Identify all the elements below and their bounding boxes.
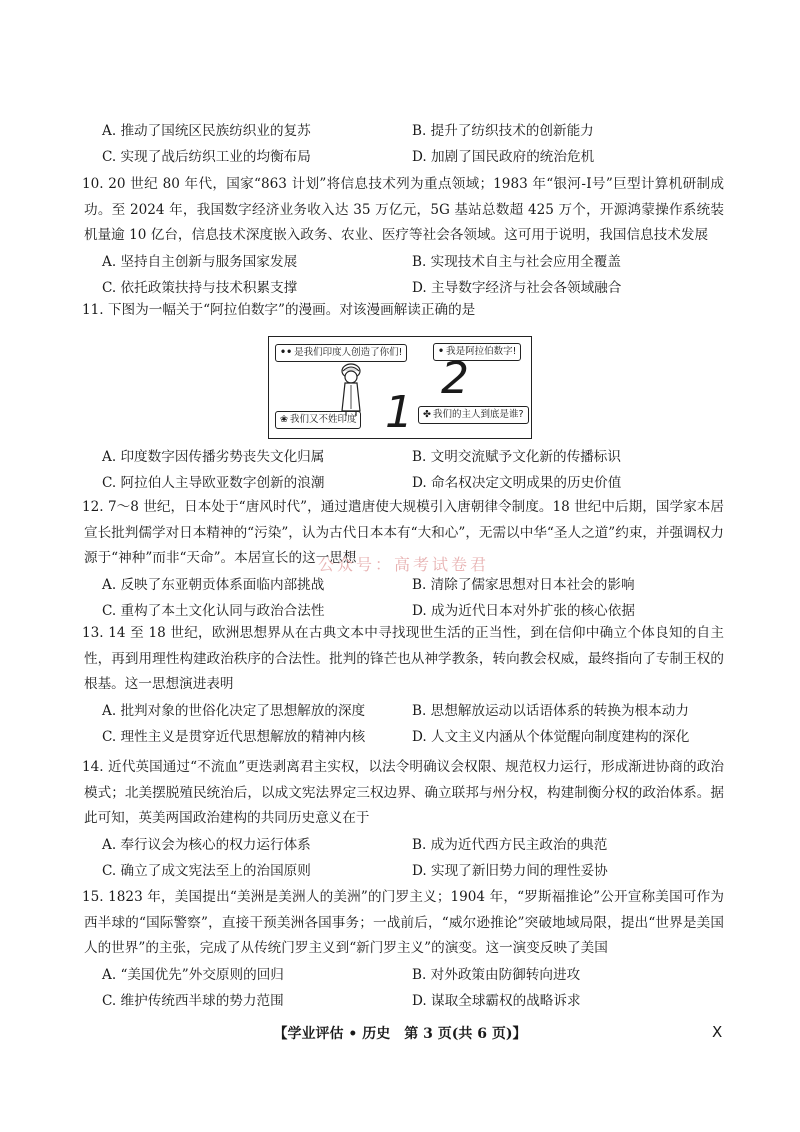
question-15	[84, 885, 724, 1013]
arabic-numerals-cartoon	[268, 336, 532, 439]
option-d: D. 实现了新旧势力间的理性妥协	[412, 862, 608, 879]
option-b: B. 实现技术自主与社会应用全覆盖	[412, 253, 621, 270]
options-grid	[84, 445, 724, 495]
question-11	[84, 298, 724, 324]
question-stem: 11. 下图为一幅关于“阿拉伯数字”的漫画。对该漫画解读正确的是	[82, 302, 476, 318]
question-stem: 14. 近代英国通过“不流血”更迭剥离君主实权，以法令明确议会权限、规范权力运行，形成渐进协商的政治模式；北美摆脱殖民统治后，以成文宪法界定三权边界、确立联邦与州分权，构建制衡分权的政治体系。据此可知，英美两国政治建构的共同历史意义在于	[82, 759, 724, 826]
option-c: C. 依托政策扶持与技术积累支撑	[102, 279, 298, 296]
speech-bubble-digits-2: ✤ 我们的主人到底是谁?	[418, 406, 529, 424]
question-10	[84, 172, 724, 300]
speaker-icon: ✤	[423, 409, 431, 420]
option-b: B. 对外政策由防御转向进攻	[412, 966, 581, 983]
option-c: C. 重构了本土文化认同与政治合法性	[102, 602, 325, 619]
option-b: B. 提升了纺织技术的创新能力	[412, 123, 594, 139]
option-a: A. “美国优先”外交原则的回归	[102, 966, 284, 983]
option-d: D. 主导数字经济与社会各领域融合	[412, 279, 622, 296]
option-c: C. 实现了战后纺织工业的均衡布局	[102, 149, 311, 165]
options-grid	[84, 573, 724, 623]
question-stem: 13. 14 至 18 世纪，欧洲思想界从在古典文本中寻找现世生活的正当性，到在信仰中确立个体良知的自主性，再到用理性构建政治秩序的合法性。批判的锋芒也从神学教条，转向教会权威，最终指向了专制王权的根基。这一思想演进表明	[82, 625, 724, 692]
option-a: A. 推动了国统区民族纺织业的复苏	[102, 123, 311, 139]
options-grid	[84, 250, 724, 300]
speaker-icon: ••	[280, 347, 293, 358]
speaker-icon: •	[438, 346, 445, 357]
option-c: C. 维护传统西半球的势力范围	[102, 992, 284, 1009]
option-a: A. 反映了东亚朝贡体系面临内部挑战	[102, 576, 325, 593]
option-c: C. 确立了成文宪法至上的治国原则	[102, 862, 311, 879]
option-c: C. 阿拉伯人主导欧亚数字创新的浪潮	[102, 475, 325, 491]
digit-two-figure: 2	[441, 353, 469, 404]
option-c: C. 理性主义是贯穿近代思想解放的精神内核	[102, 728, 366, 745]
option-a: A. 坚持自主创新与服务国家发展	[102, 253, 298, 270]
options-grid	[84, 833, 724, 883]
option-a: A. 批判对象的世俗化决定了思想解放的深度	[102, 702, 366, 719]
option-d: D. 命名权决定文明成果的历史价值	[412, 475, 622, 491]
question-prev	[84, 118, 724, 169]
paper-code: X	[712, 1023, 723, 1041]
speech-bubble-arabic: • 我是阿拉伯数字!	[433, 343, 521, 361]
options-grid	[84, 699, 724, 749]
watermark: 公众号：高考试卷君	[318, 555, 490, 574]
question-11-options	[84, 444, 724, 495]
option-d: D. 人文主义内涵从个体觉醒向制度建构的深化	[412, 728, 690, 745]
option-b: B. 文明交流赋予文化新的传播标识	[412, 449, 621, 465]
speech-bubble-digits-1: ❀ 我们又不姓印度	[275, 411, 361, 429]
speaker-icon: ❀	[280, 414, 288, 425]
option-b: B. 成为近代西方民主政治的典范	[412, 836, 608, 853]
options-grid	[84, 119, 724, 169]
option-b: B. 思想解放运动以话语体系的转换为根本动力	[412, 702, 689, 719]
indian-man-figure-icon	[335, 361, 367, 417]
option-d: D. 谋取全球霸权的战略诉求	[412, 992, 581, 1009]
digit-one-figure: 1	[385, 387, 413, 438]
question-13	[84, 621, 724, 749]
speech-bubble-indian: •• 是我们印度人创造了你们!	[275, 344, 407, 362]
question-stem: 15. 1823 年，美国提出“美洲是美洲人的美洲”的门罗主义；1904 年，“罗斯福推论”公开宣称美国可作为西半球的“国际警察”，直接干预美洲各国事务；一战前后，“威尔逊推论”突破地域局限，提出“世界是美国人的世界”的主张，完成了从传统门罗主义到“新门罗主义”的演变。这一演变反映了美国	[82, 889, 724, 956]
question-14	[84, 755, 724, 883]
option-b: B. 清除了儒家思想对日本社会的影响	[412, 576, 635, 593]
options-grid	[84, 963, 724, 1013]
page-footer: 【学业评估 • 历史 第 3 页(共 6 页)】	[273, 1026, 527, 1042]
question-stem: 12. 7～8 世纪，日本处于“唐风时代”，通过遣唐使大规模引入唐朝律令制度。18 世纪中后期，国学家本居宣长批判儒学对日本精神的“污染”，认为古代日本本有“大和心”，无需以中华“圣人之道”约束，并强调权力源于“神种”而非“天命”。本居宣长的这一思想	[82, 499, 724, 566]
option-d: D. 加剧了国民政府的统治危机	[412, 149, 595, 165]
option-a: A. 印度数字因传播劣势丧失文化归属	[102, 449, 325, 465]
option-d: D. 成为近代日本对外扩张的核心依据	[412, 602, 635, 619]
question-stem: 10. 20 世纪 80 年代，国家“863 计划”将信息技术列为重点领域；1983 年“银河-Ⅰ号”巨型计算机研制成功。至 2024 年，我国数字经济业务收入达 35 万亿元，5G 基站总数超 425 万个，开源鸿蒙操作系统装机量逾 10 亿台，信息技术深度嵌入政务、农业、医疗等社会各领域。这可用于说明，我国信息技术发展	[82, 176, 724, 243]
option-a: A. 奉行议会为核心的权力运行体系	[102, 836, 311, 853]
